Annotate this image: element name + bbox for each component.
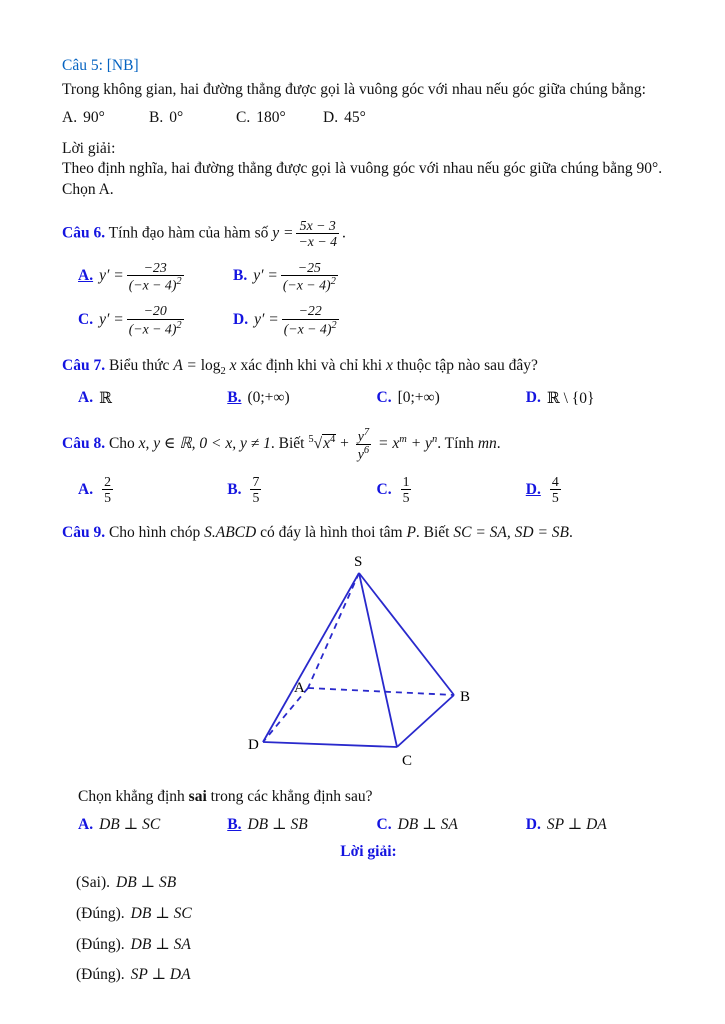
statement-text: . Biết [415, 523, 454, 541]
option-a [78, 259, 233, 294]
question-9-subquestion [78, 787, 675, 808]
exponent-n: n [431, 433, 438, 445]
radical-sign: √ [313, 434, 323, 452]
question-8 [62, 426, 675, 507]
option-value: DB ⊥ SA [397, 816, 458, 834]
verdict-tag: (Đúng). [76, 966, 125, 984]
edge-SD [263, 573, 359, 742]
option-label: B. [227, 815, 242, 833]
verdict-tag: (Đúng). [76, 935, 125, 953]
option-label: A. [78, 480, 94, 498]
radical [308, 435, 336, 452]
solution-line-3 [76, 935, 675, 956]
math-expr: S.ABCD [204, 523, 257, 541]
option-d [526, 473, 675, 507]
option-value: ℝ \ {0} [546, 389, 595, 407]
statement-text: trong các khẳng định sau? [206, 787, 373, 805]
option-label: A. [78, 267, 94, 285]
option-label: D. [525, 815, 541, 833]
vertex-label-c: C [402, 752, 413, 769]
option-a [78, 815, 227, 834]
keyword-sai: sai [188, 787, 207, 805]
statement-text: Cho [105, 434, 139, 452]
math-expr: mn [477, 434, 497, 452]
option-c [377, 815, 526, 834]
question-5-solution: Theo định nghĩa, hai đường thẳng được gọi là vuông góc với nhau nếu góc giữa chúng bằng 90°. [62, 160, 663, 178]
option-label: C. [236, 108, 251, 126]
statement-text: . Biết [270, 434, 309, 452]
function-fraction [296, 218, 339, 250]
question-number: Câu 8. [62, 434, 106, 452]
option-lhs: y′ = [253, 267, 278, 285]
fraction [281, 260, 338, 293]
question-7-options [78, 389, 675, 408]
fraction [282, 303, 339, 336]
option-label: C. [78, 310, 94, 328]
edge-SB [359, 573, 454, 695]
solution-line-1 [76, 873, 675, 894]
solution-label: Lời giải: [340, 843, 397, 861]
option-value: DB ⊥ SB [247, 816, 308, 834]
solution-line-2 [76, 904, 675, 925]
pyramid-figure-container [248, 552, 480, 777]
statement-text: thuộc tập nào sau đây? [392, 356, 538, 374]
fraction-denominator: $(-x - 4)^2$ [128, 276, 182, 293]
math-expr: x [225, 356, 237, 374]
verdict-tag: (Đúng). [76, 904, 125, 922]
option-a [78, 473, 227, 507]
question-number: Câu 7. [62, 356, 106, 374]
question-5-header: Câu 5: [NB] [62, 57, 139, 74]
function-lhs: y = [272, 224, 294, 242]
option-a [62, 109, 149, 127]
fraction-numerator: $y^7$ [357, 426, 370, 444]
option-label: C. [376, 815, 392, 833]
option-lhs: y′ = [99, 267, 124, 285]
option-value: ℝ [99, 389, 112, 407]
question-6-options-row-1 [78, 259, 675, 294]
math-expr: A = [173, 356, 201, 374]
edge-SC [359, 573, 397, 747]
option-label: D. [525, 480, 541, 498]
edge-AD-hidden [263, 688, 308, 742]
statement-text: . [342, 224, 346, 242]
option-lhs: y′ = [99, 310, 124, 328]
fraction-denominator: $(-x - 4)^2$ [128, 319, 182, 337]
question-5-options [62, 109, 675, 127]
pyramid-figure [248, 552, 480, 772]
edge-CB [397, 695, 454, 747]
question-9 [62, 523, 675, 986]
fraction [127, 303, 184, 336]
edge-SA-hidden [308, 573, 359, 688]
solution-line-4 [76, 965, 675, 986]
fraction-numerator: −23 [143, 259, 167, 275]
solution-math: DB ⊥ SC [130, 904, 192, 922]
statement-text: . [569, 523, 573, 541]
option-value: (0;+∞) [247, 389, 290, 407]
question-number: Câu 9. [62, 523, 106, 541]
log-function: log [200, 356, 221, 374]
fraction-denominator: $(-x - 4)^2$ [282, 276, 336, 293]
question-7-statement [62, 356, 675, 379]
plus-sign: + [336, 434, 353, 452]
fraction-numerator: −20 [143, 303, 167, 319]
math-expr: + y [406, 434, 432, 452]
radicand: $x^4$ [323, 433, 336, 452]
option-value: SP ⊥ DA [546, 816, 607, 834]
option-c [377, 473, 526, 507]
radical-index: 5 [308, 433, 314, 445]
question-9-options [78, 815, 675, 834]
option-b [227, 473, 376, 507]
edge-AB-hidden [308, 688, 454, 695]
fraction-denominator: $(-x - 4)^2$ [283, 319, 337, 337]
edge-DC [263, 742, 397, 747]
option-c [377, 389, 526, 407]
option-label: A. [78, 389, 94, 407]
solution-math: DB ⊥ SB [116, 874, 177, 892]
question-8-options [78, 473, 675, 507]
question-5-conclusion: Chọn A. [62, 181, 114, 199]
fraction: $\frac{1}{5}$ [402, 473, 410, 506]
option-label: B. [149, 108, 164, 126]
log-base: 2 [220, 365, 226, 377]
verdict-tag: (Sai). [76, 874, 111, 892]
statement-text: Chọn khẳng định [78, 787, 189, 805]
question-number: Câu 6. [62, 224, 106, 242]
fraction-numerator: −22 [298, 303, 322, 319]
question-9-statement [62, 523, 675, 544]
math-expr: x [385, 356, 393, 374]
statement-text: . [496, 434, 501, 452]
option-value: 90° [83, 108, 105, 126]
solution-math: DB ⊥ SA [130, 935, 191, 953]
option-c [78, 302, 233, 337]
exponent-m: m [399, 433, 407, 445]
option-label: C. [376, 389, 392, 407]
option-label: B. [233, 267, 248, 285]
fraction: $\frac{2}{5}$ [104, 473, 111, 506]
option-label: B. [227, 480, 242, 498]
math-condition: x, y ∈ ℝ, 0 < x, y ≠ 1 [138, 434, 271, 452]
vertex-label-s: S [354, 553, 363, 570]
option-value: 0° [169, 108, 184, 126]
statement-text: Biểu thức [105, 356, 174, 374]
option-value: DB ⊥ SC [99, 816, 161, 834]
fraction [127, 260, 184, 293]
option-c [236, 109, 323, 127]
option-label: A. [78, 815, 94, 833]
option-label: C. [376, 480, 392, 498]
math-expr: = x [374, 434, 400, 452]
question-6-options-row-2 [78, 302, 675, 337]
option-d [526, 815, 675, 834]
question-5 [62, 56, 675, 201]
option-label: D. [525, 389, 541, 407]
option-b [233, 259, 388, 294]
statement-text: Tính đạo hàm của hàm số [105, 224, 273, 242]
math-expr: SC = SA, SD = SB [453, 523, 570, 541]
statement-text: Cho hình chóp [105, 523, 205, 541]
fraction-denominator: −x − 4 [298, 234, 338, 250]
statement-text: có đáy là hình thoi tâm [256, 523, 407, 541]
option-label: A. [62, 108, 78, 126]
statement-text: xác định khi và chỉ khi [236, 356, 386, 374]
option-label: D. [323, 108, 339, 126]
question-5-statement: Trong không gian, hai đường thẳng được gọi là vuông góc với nhau nếu góc giữa chúng bằng: [62, 80, 646, 98]
fraction-numerator: 5x − 3 [299, 217, 336, 233]
option-b [227, 389, 376, 407]
statement-text: . Tính [437, 434, 478, 452]
option-value: [0;+∞) [397, 389, 440, 407]
option-a [78, 389, 227, 408]
option-value: 45° [344, 108, 366, 126]
option-b [149, 109, 236, 127]
fraction-numerator: −25 [297, 259, 321, 275]
option-label: D. [233, 310, 249, 328]
solution-math: SP ⊥ DA [130, 966, 191, 984]
question-6 [62, 217, 675, 338]
vertex-label-d: D [248, 736, 259, 753]
fraction-denominator: $y^6$ [357, 444, 370, 462]
option-label: B. [227, 389, 242, 407]
fraction: $\frac{4}{5}$ [551, 473, 559, 506]
question-8-statement [62, 426, 675, 463]
fraction [356, 427, 371, 462]
vertex-label-b: B [460, 688, 471, 705]
option-d [526, 389, 675, 408]
fraction: $\frac{7}{5}$ [252, 473, 260, 506]
option-d [233, 302, 388, 337]
option-value: 180° [256, 108, 286, 126]
option-d [323, 109, 410, 127]
question-7 [62, 356, 675, 408]
math-expr: P [406, 523, 416, 541]
solution-label: Lời giải: [62, 139, 116, 157]
vertex-label-a: A [294, 679, 305, 696]
option-b [227, 815, 376, 834]
option-lhs: y′ = [254, 310, 279, 328]
question-6-statement [62, 217, 675, 251]
